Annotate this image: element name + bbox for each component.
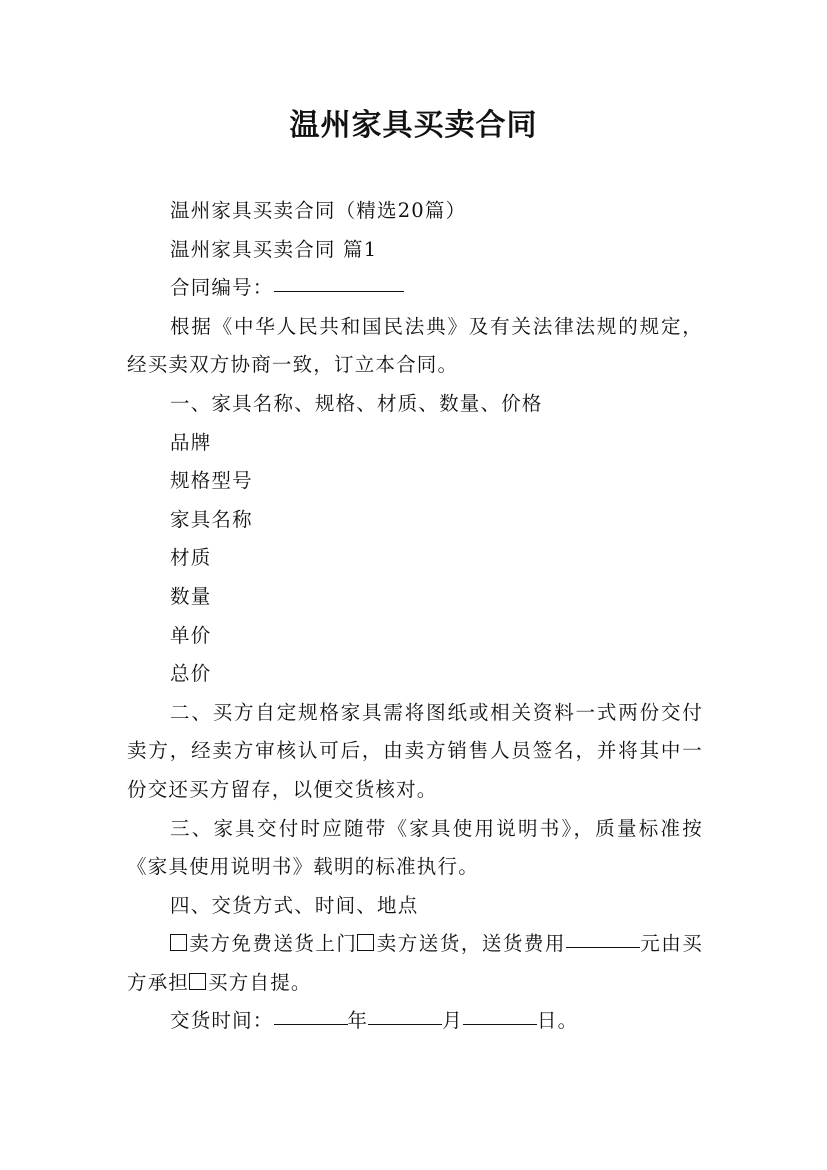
subtitle: 温州家具买卖合同（精选20篇）	[170, 199, 467, 222]
clause-1-item-model: 规格型号	[170, 469, 253, 493]
option-free-delivery-label: 卖方免费送货上门	[189, 932, 358, 956]
year-label: 年	[347, 1009, 369, 1033]
option-self-pickup-label: 买方自提。	[208, 970, 312, 994]
clause-1-item-unit-price: 单价	[170, 623, 212, 647]
document-title: 温州家具买卖合同	[289, 108, 538, 143]
delivery-options	[127, 925, 703, 1002]
clause-1-item-total-price: 总价	[170, 662, 212, 686]
delivery-year-blank[interactable]	[274, 1023, 348, 1025]
clause-4-title: 四、交货方式、时间、地点	[170, 893, 419, 917]
delivery-time-line	[127, 1002, 703, 1041]
month-label: 月	[442, 1009, 463, 1033]
clause-2: 二、买方自定规格家具需将图纸或相关资料一式两份交付卖方，经卖方审核认可后，由卖方销售人员签名，并将其中一份交还买方留存，以便交货核对。	[127, 700, 703, 801]
delivery-day-blank[interactable]	[463, 1023, 537, 1025]
clause-3: 三、家具交付时应随带《家具使用说明书》，质量标准按《家具使用说明书》载明的标准执行。	[127, 816, 703, 879]
clause-1-item-name: 家具名称	[170, 507, 253, 531]
clause-1-item-brand: 品牌	[170, 430, 212, 454]
contract-number-line	[127, 269, 703, 308]
checkbox-paid-delivery[interactable]	[357, 934, 374, 951]
document-body	[127, 192, 703, 1041]
clause-1-title: 一、家具名称、规格、材质、数量、价格	[170, 391, 543, 415]
day-label: 日。	[536, 1009, 579, 1033]
section-heading: 温州家具买卖合同 篇1	[170, 237, 378, 261]
checkbox-free-delivery[interactable]	[170, 934, 187, 951]
option-paid-delivery-suffix: 元由买方承担	[127, 932, 703, 994]
delivery-time-label: 交货时间：	[170, 1009, 274, 1033]
checkbox-self-pickup[interactable]	[189, 973, 206, 990]
contract-number-blank[interactable]	[274, 290, 404, 292]
preamble: 根据《中华人民共和国民法典》及有关法律法规的规定，经买卖双方协商一致，订立本合同。	[127, 314, 703, 377]
option-paid-delivery-label: 卖方送货，送货费用	[376, 932, 566, 956]
clause-1-item-material: 材质	[170, 546, 212, 570]
delivery-month-blank[interactable]	[368, 1023, 442, 1025]
clause-1-item-quantity: 数量	[170, 584, 212, 608]
delivery-fee-blank[interactable]	[566, 946, 640, 948]
contract-number-label: 合同编号：	[170, 276, 274, 300]
